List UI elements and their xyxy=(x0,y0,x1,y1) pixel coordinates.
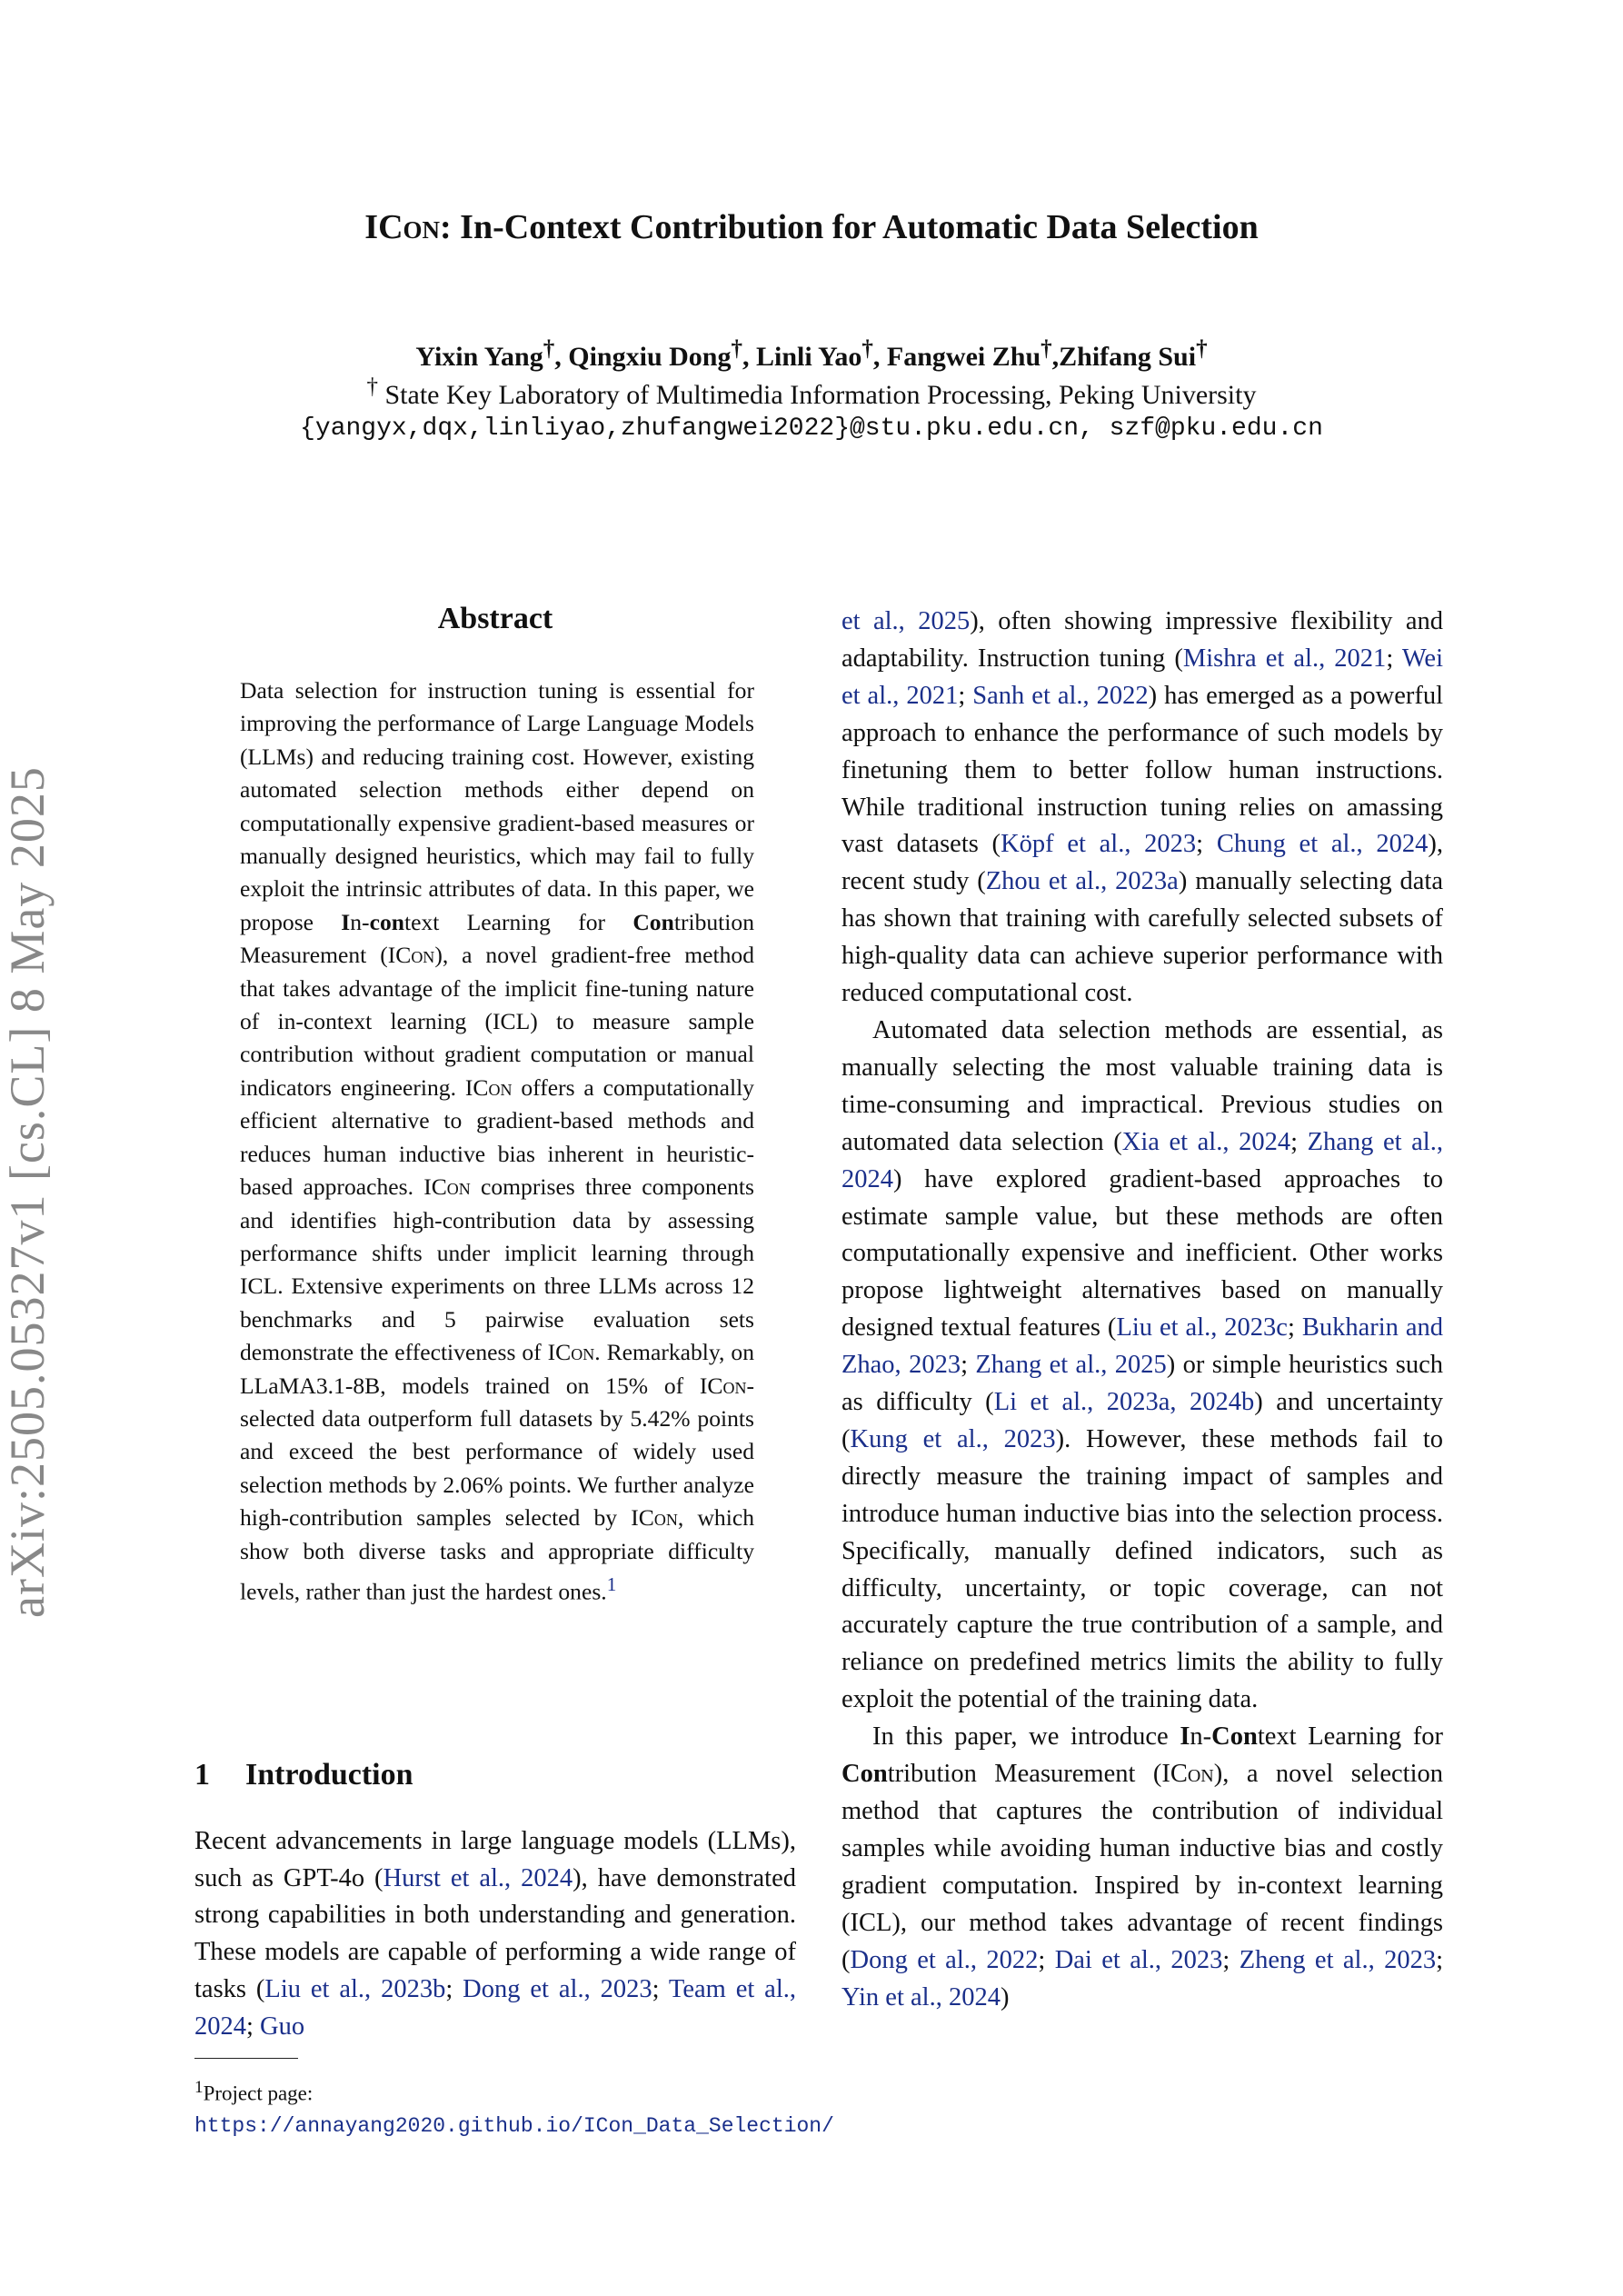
citation-link[interactable]: Dai et al., 2023 xyxy=(1054,1945,1223,1974)
bold-text: Con xyxy=(1211,1722,1258,1752)
footnote xyxy=(194,2072,834,2141)
paragraph xyxy=(841,1013,1443,1719)
method-name: ICon xyxy=(699,1372,747,1399)
citation-link[interactable]: Liu et al., 2023b xyxy=(264,1974,446,2003)
paragraph xyxy=(841,604,1443,1013)
text: ), a novel gradient-free method that takes advantage of the implicit fine-tuning nature of in-context learning (ICL) to measure sample contribution without gradient computation or manual indicators engineering. xyxy=(240,942,754,1101)
text: ; xyxy=(961,1351,976,1380)
section-title: Introduction xyxy=(245,1758,413,1792)
method-name: ICon xyxy=(387,942,435,969)
footnote-mark: 1 xyxy=(194,2078,204,2097)
text: ; xyxy=(1222,1945,1240,1974)
text: ) manually selecting data has shown that training with carefully selected subsets of high-quality data can achieve superior performance with reduced computational cost. xyxy=(841,867,1443,1008)
citation-link[interactable]: Zhang et al., 2024 xyxy=(841,1127,1443,1193)
author-emails: {yangyx,dqx,linliyao,zhufangwei2022}@stu.pku.edu.cn, szf@pku.edu.cn xyxy=(300,414,1323,443)
project-page-link[interactable]: https://annayang2020.github.io/ICon_Data_Selection/ xyxy=(194,2113,834,2138)
author-name: Qingxiu Dong xyxy=(568,342,732,372)
author-name: Zhifang Sui xyxy=(1059,342,1197,372)
intro-left-column xyxy=(194,1823,796,2045)
author-separator: , xyxy=(872,342,887,372)
author-mark: † xyxy=(731,336,742,361)
citation-link[interactable]: et al., 2025 xyxy=(841,607,971,635)
citation-link[interactable]: Yin et al., 2024 xyxy=(841,1982,1001,2011)
text: ). However, these methods fail to directly measure the training impact of samples and introduce human inductive bias into the selection process. Specifically, manually defined indicators, such as difficulty, uncertainty, or topic coverage, can not accurately capture the true contribution of a sample, and reliance on predefined metrics limits the ability to fully exploit the potential of the training data. xyxy=(841,1424,1443,1714)
text: ; xyxy=(958,681,973,710)
paragraph xyxy=(841,1719,1443,2016)
citation-link[interactable]: Hurst et al., 2024 xyxy=(383,1863,573,1892)
text: ) have explored gradient-based approaches to estimate sample value, but these methods are often computationally expensive and inefficient. Other works propose lightweight alternatives based on manually designed textual features ( xyxy=(841,1164,1443,1343)
text: ) or simple heuristics such as difficulty ( xyxy=(841,1351,1443,1417)
text: ), often showing impressive flexibility and adaptability. Instruction tuning ( xyxy=(841,607,1444,673)
footnote-ref-link[interactable]: 1 xyxy=(606,1572,617,1595)
citation-link[interactable]: Wei et al., 2021 xyxy=(841,644,1443,710)
text: Automated data selection methods are essential, as manually selecting the most valuable training data is time-consuming and impractical. Previous studies on automated data selection ( xyxy=(841,1015,1443,1156)
citation-link[interactable]: Mishra et al., 2021 xyxy=(1182,644,1387,673)
text: , which show both diverse tasks and appropriate difficulty levels, rather than just the hardest ones. xyxy=(240,1504,754,1605)
bold-text: con xyxy=(369,908,404,935)
text: n- xyxy=(1190,1722,1212,1752)
text: ) xyxy=(1000,1982,1010,2011)
affiliation xyxy=(136,374,1487,411)
citation-link[interactable]: Chung et al., 2024 xyxy=(1216,830,1429,859)
citation-link[interactable]: Bukharin and Zhao, 2023 xyxy=(841,1313,1444,1380)
text: ; xyxy=(445,1974,463,2003)
citation-link[interactable]: Dong et al., 2022 xyxy=(850,1945,1039,1974)
author-name: Linli Yao xyxy=(755,342,862,372)
bold-text: Con xyxy=(632,908,674,935)
text: ; xyxy=(1436,1945,1443,1974)
text: ), a novel selection method that captures the contribution of individual samples while avoiding human inductive bias and costly gradient computation. Inspired by in-context learning (ICL), our method takes advantage of recent findings ( xyxy=(841,1760,1443,1974)
text: comprises three components and identifies high-contribution data by assessing performance shifts under implicit learning through ICL. Extensive experiments on three LLMs across 12 benchmarks and 5 pairwise evaluation sets demonstrate the effectiveness of xyxy=(240,1173,754,1366)
paper-title xyxy=(136,207,1487,247)
citation-link[interactable]: Zhou et al., 2023a xyxy=(985,867,1179,896)
citation-link[interactable]: Zhang et al., 2025 xyxy=(975,1351,1167,1380)
text: ; xyxy=(1196,830,1217,859)
author-separator: , xyxy=(1051,342,1060,372)
text: ; xyxy=(246,2011,261,2041)
citation-link[interactable]: Xia et al., 2024 xyxy=(1121,1127,1291,1156)
citation-link[interactable]: Kung et al., 2023 xyxy=(850,1424,1056,1453)
text: -selected data outperform full datasets by 5.42% points and exceed the best performance of widely used selection methods by 2.06% points. We further analyze high-contribution samples selected by xyxy=(240,1372,754,1532)
text: ; xyxy=(652,1974,669,2003)
footnote-label: Project page: xyxy=(203,2081,314,2105)
text: ) and uncertainty ( xyxy=(841,1388,1443,1453)
text: In this paper, we introduce xyxy=(872,1722,1180,1752)
citation-link[interactable]: Guo xyxy=(260,2011,305,2041)
text: ; xyxy=(1038,1945,1055,1974)
text: Recent advancements in large language models (LLMs), such as GPT-4o ( xyxy=(194,1827,796,1892)
text: ; xyxy=(1290,1127,1308,1156)
method-name: ICon xyxy=(464,1073,513,1101)
author-mark: † xyxy=(543,336,555,361)
footnote-divider xyxy=(194,2058,298,2059)
author-separator: , xyxy=(554,342,569,372)
bold-text: I xyxy=(1180,1722,1190,1752)
intro-right-column xyxy=(841,604,1443,2016)
text: tribution Measurement ( xyxy=(887,1760,1162,1789)
bold-text: Con xyxy=(841,1760,888,1789)
author-mark: † xyxy=(861,336,873,361)
method-name: ICon xyxy=(547,1339,595,1366)
method-name: ICon xyxy=(1161,1760,1214,1789)
arxiv-identifier-stamp: arXiv:2505.05327v1 [cs.CL] 8 May 2025 xyxy=(0,766,55,1618)
method-name: ICon xyxy=(423,1173,471,1201)
text: ), have demonstrated strong capabilities in both understanding and generation. These models are capable of performing a wide range of tasks ( xyxy=(194,1863,796,2003)
text: Data selection for instruction tuning is essential for improving the performance of Large Language Models (LLMs) and reducing training cost. However, existing automated selection methods either depend on computationally expensive gradient-based measures or manually designed heuristics, which may fail to fully exploit the intrinsic attributes of data. In this paper, we propose xyxy=(240,677,754,935)
text: text Learning for xyxy=(1257,1722,1443,1752)
author-name: Yixin Yang xyxy=(415,342,543,372)
text: ; xyxy=(1386,644,1402,673)
abstract-body xyxy=(240,674,754,1609)
affiliation-text: State Key Laboratory of Multimedia Information Processing, Peking University xyxy=(378,380,1257,410)
citation-link[interactable]: Köpf et al., 2023 xyxy=(1001,830,1197,859)
author-separator: , xyxy=(742,342,756,372)
text: text Learning for xyxy=(403,908,633,935)
text: ), recent study ( xyxy=(841,830,1443,896)
citation-link[interactable]: Liu et al., 2023c xyxy=(1116,1313,1288,1343)
text: n- xyxy=(350,908,370,935)
title-text: : In-Context Contribution for Automatic Data Selection xyxy=(440,208,1259,246)
text: ) has emerged as a powerful approach to enhance the performance of such models by finetuning them to better follow human instructions. While traditional instruction tuning relies on amassing vast datasets ( xyxy=(841,681,1443,859)
citation-link[interactable]: Li et al., 2023a, 2024b xyxy=(993,1388,1255,1417)
citation-link[interactable]: Dong et al., 2023 xyxy=(463,1974,652,2003)
affiliation-mark: † xyxy=(366,374,378,399)
author-list xyxy=(136,336,1487,373)
text: . Remarkably, on LLaMA3.1-8B, models trained on 15% of xyxy=(240,1339,754,1399)
citation-link[interactable]: Sanh et al., 2022 xyxy=(972,681,1149,710)
author-name: Fangwei Zhu xyxy=(886,342,1041,372)
text: ; xyxy=(1287,1313,1302,1343)
text: tribution Measurement ( xyxy=(240,908,754,969)
author-mark: † xyxy=(1196,336,1208,361)
author-mark: † xyxy=(1041,336,1052,361)
method-name: ICon xyxy=(364,208,441,246)
text: offers a computationally efficient alternative to gradient-based methods and reduces human inductive bias inherent in heuristic-based approaches. xyxy=(240,1073,754,1201)
bold-text: I xyxy=(341,908,351,935)
citation-link[interactable]: Team et al., 2024 xyxy=(194,1974,797,2041)
citation-link[interactable]: Zheng et al., 2023 xyxy=(1239,1945,1437,1974)
method-name: ICon xyxy=(631,1504,678,1532)
section-number: 1 xyxy=(194,1758,210,1792)
abstract-heading: Abstract xyxy=(437,602,553,635)
section-heading-introduction xyxy=(194,1758,413,1792)
